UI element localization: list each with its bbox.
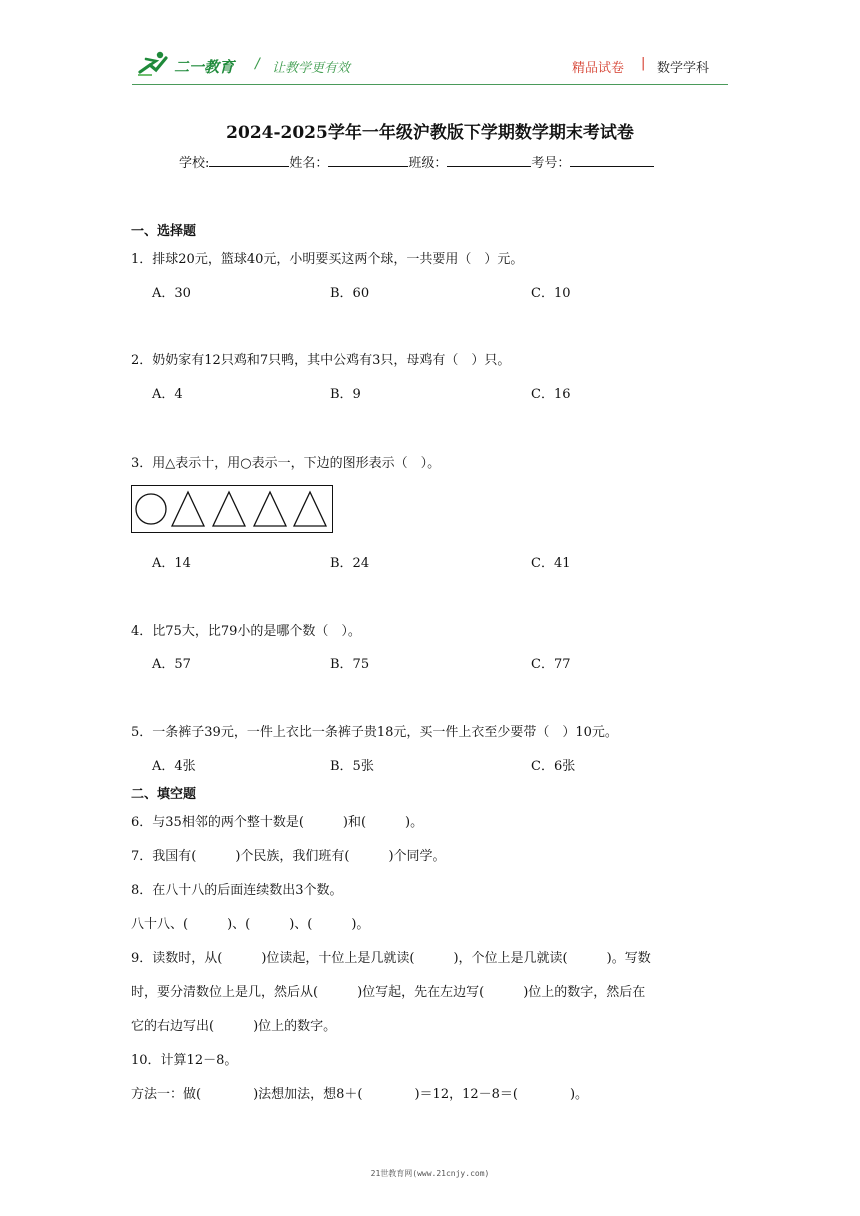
q5-option-c[interactable]: C．6张 [531,759,576,774]
q1-option-c[interactable]: C．10 [531,286,571,301]
page-title: 2024-2025学年一年级沪教版下学期数学期末考试卷 [226,123,634,143]
question-2: 2．奶奶家有12只鸡和7只鸭，其中公鸡有3只，母鸡有（ ）只。 [131,353,511,368]
question-1: 1．排球20元，篮球40元，小明要买这两个球，一共要用（ ）元。 [131,252,524,267]
header-divider [132,84,728,85]
triangle-shape [254,492,286,526]
q4-option-c[interactable]: C．77 [531,657,571,672]
shape-figure [131,485,333,533]
school-blank[interactable] [209,152,289,167]
fill-line-7: 7．我国有( )个民族，我们班有( )个同学。 [131,849,446,864]
section-choice: 一、选择题 [131,224,197,239]
student-info [179,152,654,171]
q5-option-b[interactable]: B．5张 [330,759,374,774]
fill-line-8: 8．在八十八的后面连续数出3个数。 [131,883,343,898]
question-3: 3．用△表示十，用○表示一，下边的图形表示（ ）。 [131,456,441,471]
q3-option-c[interactable]: C．41 [531,556,571,571]
page-footer: 21世教育网(www.21cnjy.com) [370,1169,490,1178]
tag-separator: | [641,56,646,71]
number-label: 考号： [531,156,571,171]
header-slash: / [255,56,260,72]
fill-line-9c: 它的右边写出( )位上的数字。 [131,1019,337,1034]
q2-option-c[interactable]: C．16 [531,387,571,402]
fill-line-9b: 时，要分清数位上是几，然后从( )位写起，先在左边写( )位上的数字，然后在 [131,985,646,1000]
brand-logo [136,50,172,78]
fill-line-9a: 9．读数时，从( )位读起，十位上是几就读( )，个位上是几就读( )。写数 [131,951,651,966]
question-5: 5．一条裤子39元，一件上衣比一条裤子贵18元，买一件上衣至少要带（ ）10元。 [131,725,618,740]
q1-option-b[interactable]: B．60 [330,286,370,301]
q4-option-a[interactable]: A．57 [152,657,191,672]
tag-premium: 精品试卷 [572,61,625,76]
triangle-shape [213,492,245,526]
question-4: 4．比75大，比79小的是哪个数（ ）。 [131,624,361,639]
name-blank[interactable] [328,152,408,167]
q1-option-a[interactable]: A．30 [152,286,191,301]
q5-option-a[interactable]: A．4张 [152,759,196,774]
brand-name: 二一教育 [174,58,235,76]
fill-line-10-method: 方法一：做( )法想加法，想8＋( )＝12，12－8＝( )。 [131,1087,589,1102]
tag-subject: 数学学科 [657,61,710,76]
q2-option-a[interactable]: A．4 [152,387,183,402]
q3-option-b[interactable]: B．24 [330,556,370,571]
slogan: 让教学更有效 [272,61,351,76]
section-fill: 二、填空题 [131,787,197,802]
q4-option-b[interactable]: B．75 [330,657,370,672]
number-blank[interactable] [570,152,654,167]
runner-icon [136,50,172,78]
triangle-shape [172,492,204,526]
circle-shape [136,494,166,524]
fill-line-6: 6．与35相邻的两个整十数是( )和( )。 [131,815,424,830]
class-label: 班级： [408,156,448,171]
class-blank[interactable] [447,152,531,167]
school-label: 学校: [179,156,210,171]
q2-option-b[interactable]: B．9 [330,387,361,402]
fill-line-8-answer: 八十八、( )、( )、( )。 [131,917,370,932]
fill-line-10: 10．计算12－8。 [131,1053,238,1068]
name-label: 姓名： [289,156,329,171]
triangle-shape [294,492,326,526]
q3-option-a[interactable]: A．14 [152,556,191,571]
